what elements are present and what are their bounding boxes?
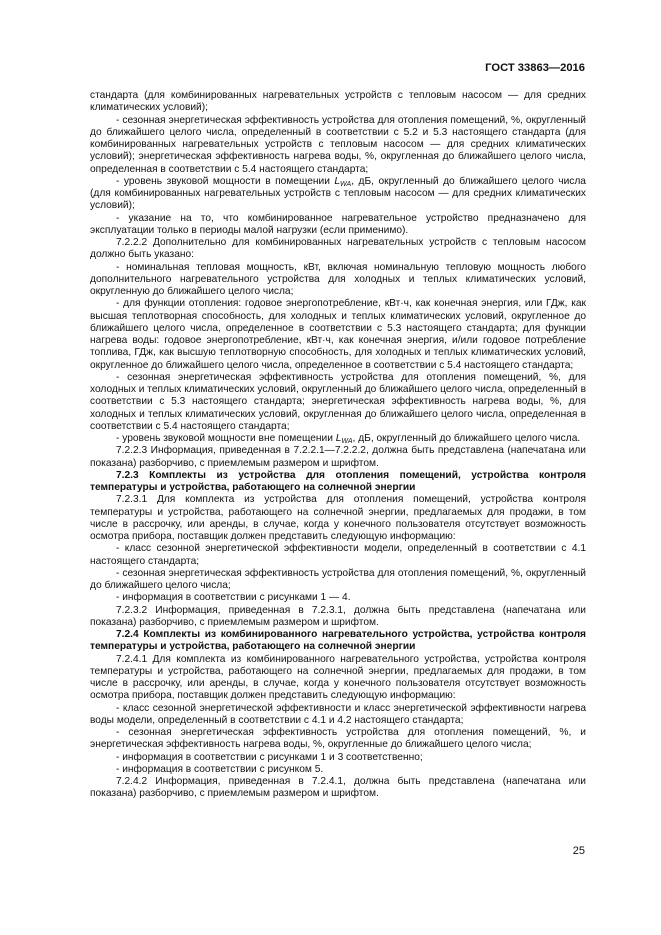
paragraph: - информация в соответствии с рисунком 5. bbox=[116, 763, 324, 775]
paragraph: 7.2.4.1 Для комплекта из комбинированного нагревательного устройства, устройства контроля температуры и устройства, работающего на солнечной энергии, предлагаемых для продажи, в том числе в рассрочку, или аренды, в случае, когда у конечного пользователя отсутствует возможность осмотра прибора, поставщик должен представить следующую информацию: bbox=[90, 653, 586, 702]
paragraph-text: - уровень звуковой мощности вне помещении bbox=[116, 433, 336, 444]
symbol-L: L bbox=[335, 433, 342, 444]
paragraph: 7.2.4.2 Информация, приведенная в 7.2.4.1, должна быть представлена (напечатана или показана) разборчиво, с приемлемым размером и шрифтом. bbox=[90, 776, 586, 800]
symbol-L: L bbox=[334, 175, 341, 187]
paragraph: - сезонная энергетическая эффективность устройства для отопления помещений, %, для холодных и теплых климатических условий, округленный до ближайшего целого числа, определенный в соответствии с 5.3 настоящего стандарта; энергетическая эффективность нагрева воды, %, для холодных и теплых климатических условий, округленная до ближайшего целого числа, определенная в соответствии с 5.4 настоящего стандарта; bbox=[90, 371, 586, 432]
paragraph: - указание на то, что комбинированное нагревательное устройство предназначено для эксплуатации только в периоды малой нагрузки (если применимо). bbox=[90, 212, 586, 236]
paragraph-text: - уровень звуковой мощности в помещении bbox=[116, 175, 335, 187]
paragraph bbox=[90, 433, 586, 445]
symbol-subscript: WA bbox=[341, 438, 353, 445]
paragraph: - класс сезонной энергетической эффективности модели, определенный в соответствии с 4.1 настоящего стандарта; bbox=[90, 543, 586, 567]
paragraph: - сезонная энергетическая эффективность устройства для отопления помещений, %, и энергетическая эффективность нагрева воды, %, округленные до ближайшего целого числа; bbox=[90, 727, 586, 751]
paragraph: 7.2.2.2 Дополнительно для комбинированных нагревательных устройств с тепловым насосом должно быть указано: bbox=[90, 237, 586, 261]
paragraph: стандарта (для комбинированных нагревательных устройств с тепловым насосом — для средних климатических условий); bbox=[90, 90, 586, 114]
paragraph: 7.2.2.3 Информация, приведенная в 7.2.2.1—7.2.2.2, должна быть представлена (напечатана или показана) разборчиво, с приемлемым размером и шрифтом. bbox=[90, 445, 586, 469]
paragraph: - класс сезонной энергетической эффективности и класс энергетической эффективности нагрева воды модели, определенный в соответствии с 4.1 и 4.2 настоящего стандарта; bbox=[90, 702, 586, 726]
paragraph-text: , дБ, округленный до ближайшего целого числа (для комбинированных нагревательных устройств с тепловым насосом — для средних климатических условий); bbox=[90, 175, 586, 212]
paragraph bbox=[90, 176, 586, 213]
paragraph-text: , дБ, округленный до ближайшего целого числа. bbox=[352, 433, 581, 444]
paragraph: - сезонная энергетическая эффективность устройства для отопления помещений, %, округленный до ближайшего целого числа, определенный в соответствии с 5.2 и 5.3 настоящего стандарта (для комбинированных нагревательных устройств с тепловым насосом — для средних климатических условий); энергетическая эффективность нагрева воды, %, округленная до ближайшего целого числа, определенная в соответствии с 5.4 настоящего стандарта; bbox=[90, 114, 586, 175]
paragraph: - номинальная тепловая мощность, кВт, включая номинальную тепловую мощность любого дополнительного нагревательного устройства для холодных и теплых климатических условий, округленную до ближайшего целого числа; bbox=[90, 261, 586, 297]
document-id: ГОСТ 33863—2016 bbox=[485, 62, 585, 74]
paragraph: - сезонная энергетическая эффективность устройства для отопления помещений, %, округленный до ближайшего целого числа; bbox=[90, 567, 586, 591]
symbol-subscript: WA bbox=[340, 180, 352, 188]
paragraph: 7.2.3.2 Информация, приведенная в 7.2.3.1, должна быть представлена (напечатана или показана) разборчиво, с приемлемым размером и шрифтом. bbox=[90, 604, 586, 628]
page-number: 25 bbox=[572, 845, 585, 857]
page-body bbox=[90, 90, 586, 801]
paragraph: - информация в соответствии с рисунками 1 и 3 соответственно; bbox=[116, 751, 423, 763]
paragraph: - для функции отопления: годовое энергопотребление, кВт·ч, как конечная энергия, или ГДж, как высшая теплотворная способность, для холодных и теплых климатических условий, округленное до ближайшего целого числа, определенное в соответствии с 5.3 настоящего стандарта; для функции нагрева воды: годовое энергопотребление, кВт·ч, как конечная энергия, и/или годовое потребление топлива, ГДж, как высшую теплотворную способность, для холодных и теплых климатических условий, округленное до ближайшего целого числа, определенное в соответствии с 5.4 настоящего стандарта; bbox=[90, 298, 586, 371]
paragraph: 7.2.3.1 Для комплекта из устройства для отопления помещений, устройства контроля температуры и устройства, работающего на солнечной энергии, предлагаемых для продажи, в том числе в рассрочку, или аренды, в случае, когда у конечного пользователя отсутствует возможность осмотра прибора, поставщик должен представить следующую информацию: bbox=[90, 494, 586, 542]
section-heading: 7.2.4 Комплекты из комбинированного нагревательного устройства, устройства контроля температуры и устройства, работающего на солнечной энергии bbox=[90, 629, 586, 653]
paragraph: - информация в соответствии с рисунками 1 — 4. bbox=[116, 592, 351, 604]
section-heading: 7.2.3 Комплекты из устройства для отопления помещений, устройства контроля температуры и устройства, работающего на солнечной энергии bbox=[90, 469, 586, 493]
